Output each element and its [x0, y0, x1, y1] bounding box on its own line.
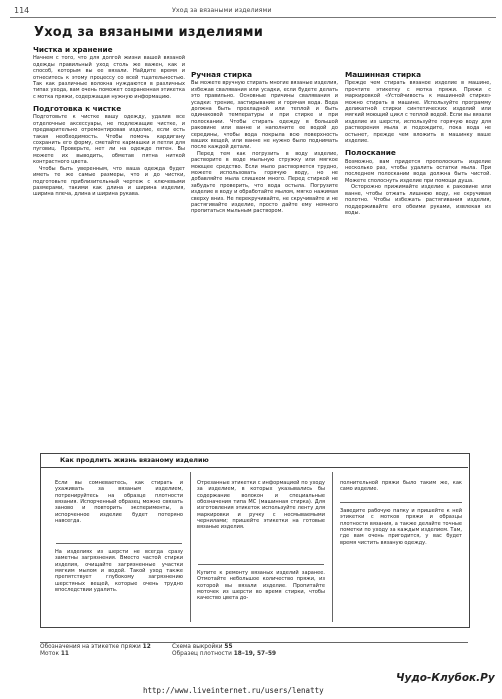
box-separator: [198, 564, 324, 565]
tip-paragraph: полнительной пряжи было таким же, как само изделие.: [340, 480, 462, 493]
tip-paragraph: На изделиях из шерсти не всегда сразу заметны загрязнения. Вместо частой стирки изделия, очищайте загрязненные участки мягким мылом и водой. Такой уход также препятствует глубокому загрязнению шерстяных вещей, которые очень трудно впоследствии удалить.: [55, 549, 183, 594]
paragraph: Чтобы быть уверенным, что ваша одежда будет иметь те же самые размеры, что и до чистки, подготовьте приблизительный чертеж с ключевыми размерами, такими как длина и ширина изделия, ширина плеча, длина и ширина рукава.: [33, 165, 185, 198]
xref-page: 11: [60, 651, 69, 657]
box-column-2: [197, 480, 325, 531]
page-title: Уход за вязаными изделиями: [34, 25, 264, 40]
xref-page: 18–19, 57–59: [233, 651, 277, 657]
box-separator: [56, 543, 182, 544]
tip-paragraph: Отрезанные этикетки с информацией по уходу за изделием, в которых указывались бы содержание волокон и специальные обозначения типа МС (машинная стирка). Для изготовления этикеток используйте ленту для маркировки и ручку с несмываемыми чернилами; пришейте этикетки на готовые вязаные изделия.: [197, 480, 325, 531]
box-column-3b: [340, 508, 462, 546]
heading-preparation: Подготовка к чистке: [33, 104, 122, 114]
heading-machine-wash: Машинная стирка: [345, 70, 422, 79]
box-divider: [332, 472, 333, 622]
tip-paragraph: Если вы сомневаетесь, как стирать и ухаживать за вязаным изделием, потренируйтесь на образце плотности вязания. Испорченный образец можно связать заново и повторить эксперименты, а испорченное изделие будет потеряно навсегда.: [55, 480, 183, 525]
column-1: [33, 46, 185, 198]
footer-xref: [172, 651, 276, 658]
heading-rinsing: Полоскание: [345, 148, 396, 158]
box-column-1b: [55, 549, 183, 593]
tip-paragraph: Заведите рабочую папку и пришейте к ней этикетки с мотков пряжи и образцы плотности вязания, а также делайте точные пометки по уходу за каждым изделием. Там, где вам очень пригодится, у вас будет время чистить вязаную одежду.: [340, 508, 462, 546]
box-column-3: [340, 480, 462, 493]
paragraph: Осторожно прижимайте изделие к раковине или ванне, чтобы отжать лишнюю воду, не скручивая полотно. Чтобы избежать растягивания изделия, поддерживайте его обеими руками, извлекая из воды.: [345, 184, 491, 216]
heading-cleaning-storage: Чистка и хранение: [33, 45, 113, 54]
tip-paragraph: Купите к ремонту вязаных изделий заранее. Отмотайте небольшое количество пряжи, из которой вы вязали изделие. Пропитайте моточек из шерсти во время стирки, чтобы качество цвета до-: [197, 570, 325, 602]
header-rule: [10, 17, 496, 18]
paragraph: Вы можете вручную стирать многие вязаные изделия, избежав свалявания или усадки, если будете делать это правильно. Основные причины свалявания и усадки: трение, застирывание и горячая вода. Вода должна быть прохладной или теплой и быть одинаковой температуры и при стирке и при полоскании. Чтобы стирать одежду в большой раковине или ванне и наполните ее водой до середины, чтобы вода покрыла всю поверхность ваших вещей, или ванне не нужно было поднимать после каждой детали.: [191, 80, 338, 151]
watermark-logo: Чудо-Клубок.Ру: [396, 672, 495, 684]
running-head: Уход за вязаными изделиями: [172, 6, 272, 14]
paragraph: Возможно, вам придется прополоскать изделие несколько раз, чтобы удалить остатки мыла. При последнем полоскании вода должна быть чистой. Можете сполоснуть изделие при помощи душа.: [345, 158, 491, 184]
box-column-2b: [197, 570, 325, 602]
paragraph: Перед тем как погрузить в воду изделие, растворите в воде мыльную стружку или мягкое моющее средство. Если мыло растворяется трудно, можете использовать горячую воду, но не добавляйте мыла слишком много. Перед стиркой не забудьте проверить, что вода остыла. Погрузите изделие в воду и обработайте мылом, мягко нажимая сверху вниз. Не перекручивайте, не скручивайте и не растягивайте изделие, просто дайте ему немного пропитаться мыльным раствором.: [191, 150, 338, 215]
page-number: 114: [14, 6, 30, 15]
box-column-1: [55, 480, 183, 524]
xref-label: Схема выкройки: [172, 644, 223, 650]
paragraph: Подготовьте к чистке вашу одежду, удалив все отделочные аксессуары, не подлежащие чистке, и предварительно отремонтировав изделие, если есть такая необходимость. Чтобы помочь кардигану сохранить его форму, сметайте кармашки и петли для пуговиц. Проверьте, нет ли на одежде пятен. Вы можете их выводить, обметав пятна ниткой контрастного цвета.: [33, 114, 185, 166]
box-divider: [190, 472, 191, 622]
column-3: [345, 71, 491, 216]
xref-label: Моток: [40, 651, 59, 657]
footer-xref: [40, 651, 69, 658]
footer-xref: [172, 644, 233, 651]
box-separator: [340, 502, 462, 503]
xref-page: 55: [224, 644, 233, 650]
heading-hand-wash: Ручная стирка: [191, 70, 253, 79]
paragraph: Прежде чем стирать вязаное изделие в машине, прочтите этикетку с мотка пряжи. Пряжи с маркировкой «Устойчивость к машинной стирке» можно стирать в машине. Используйте программу деликатной стирки синтетических изделий или мягкий моющий цикл с теплой водой. Если вы вязали изделие из шерсти, используйте горячую воду для растворения мыла и подождите, пока вода не остынет, прежде чем вложить в машинку ваше изделие.: [345, 80, 491, 144]
paragraph: Начнем с того, что для долгой жизни вашей вязаной одежды правильный уход столь же важен, как и способ, которым вы ее вязали. Найдите время и отнеситесь к этому процессу со всей тщательностью. Так как различные волокна нуждаются в различных типах ухода, вам очень поможет сохраненная этикетка с мотка пряжи, содержащая нужную информацию.: [33, 55, 185, 100]
column-2: [191, 71, 338, 215]
footer-xref: [40, 644, 151, 651]
footer-rule: [40, 642, 468, 643]
xref-label: Образец плотности: [172, 651, 232, 657]
watermark-url: http://www.liveinternet.ru/users/lenatty: [143, 686, 324, 695]
tips-box-title: Как продлить жизнь вязаному изделию: [60, 456, 209, 464]
xref-label: Обозначения на этикетке пряжи: [40, 644, 141, 650]
xref-page: 12: [142, 644, 151, 650]
